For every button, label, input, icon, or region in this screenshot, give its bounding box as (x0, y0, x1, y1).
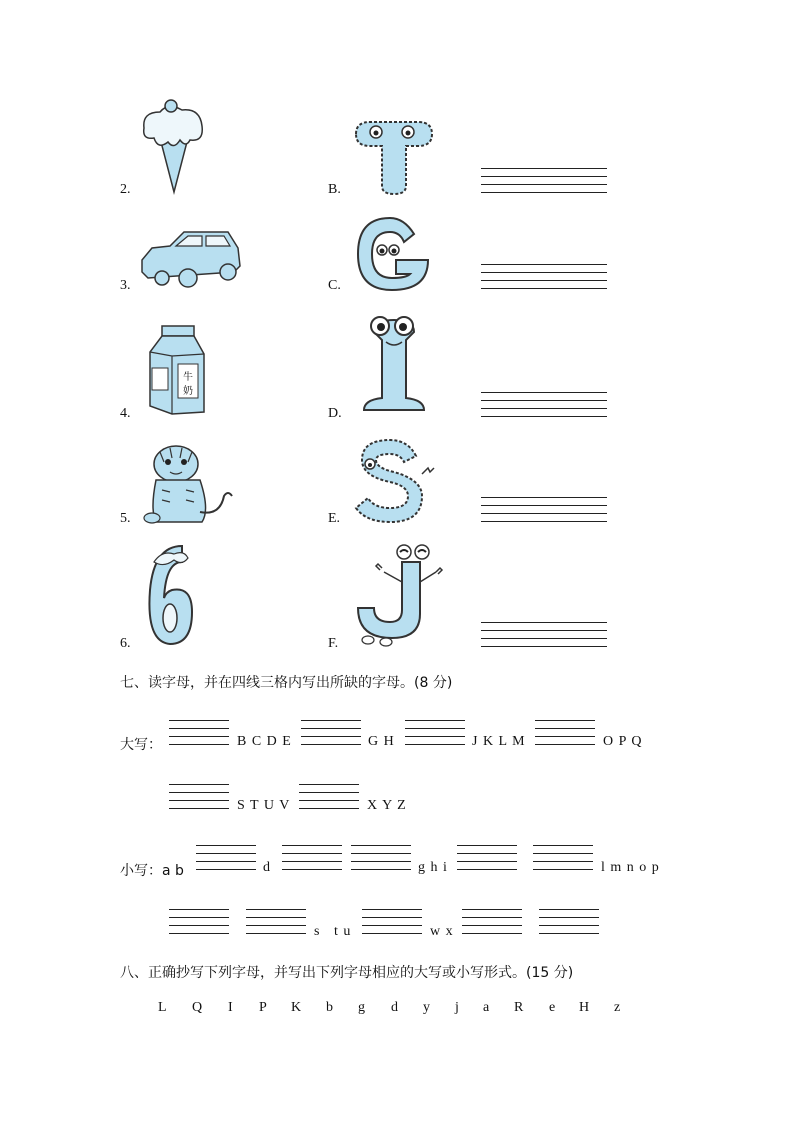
blank-lines[interactable] (405, 720, 465, 746)
letter: a (483, 1000, 490, 1015)
option-letter: C. (328, 278, 341, 293)
uppercase-sequence: O P Q (603, 734, 643, 749)
number-six-picture (144, 540, 196, 650)
uppercase-sequence: X Y Z (367, 798, 407, 813)
option-letter: F. (328, 636, 339, 651)
milk-label-2: 奶 (183, 386, 193, 397)
uppercase-sequence: J K L M (472, 734, 526, 749)
writing-lines[interactable] (481, 264, 607, 290)
lowercase-sequence: g h i (418, 860, 448, 875)
ice-cream-picture (138, 98, 210, 196)
section-7-title: 七、读字母，并在四线三格内写出所缺的字母。(8 分) (120, 675, 453, 691)
blank-lines[interactable] (282, 845, 342, 871)
letter-i-picture (354, 312, 434, 418)
writing-lines[interactable] (481, 497, 607, 523)
blank-lines[interactable] (539, 909, 599, 935)
writing-lines[interactable] (481, 168, 607, 194)
item-number: 3. (120, 278, 131, 293)
blank-lines[interactable] (169, 909, 229, 935)
blank-lines[interactable] (169, 784, 229, 810)
tiger-picture (140, 440, 236, 526)
item-number: 2. (120, 182, 131, 197)
lowercase-sequence: s t u (314, 924, 352, 939)
letter: d (391, 1000, 398, 1015)
uppercase-sequence: S T U V (237, 798, 291, 813)
letter: e (549, 1000, 556, 1015)
blank-lines[interactable] (533, 845, 593, 871)
option-letter: E. (328, 511, 341, 526)
letter: R (514, 1000, 524, 1015)
lowercase-sequence: d (263, 860, 271, 875)
letter-t-picture (352, 118, 436, 196)
option-letter: D. (328, 406, 342, 421)
letter: z (614, 1000, 621, 1015)
blank-lines[interactable] (169, 720, 229, 746)
lowercase-label: 小写：a b (120, 863, 184, 879)
blank-lines[interactable] (301, 720, 361, 746)
letter: L (158, 1000, 167, 1015)
uppercase-label: 大写： (120, 737, 162, 753)
letter: K (291, 1000, 302, 1015)
writing-lines[interactable] (481, 622, 607, 648)
item-number: 6. (120, 636, 131, 651)
letter: j (455, 1000, 459, 1015)
writing-lines[interactable] (481, 392, 607, 418)
blank-lines[interactable] (535, 720, 595, 746)
lowercase-sequence: l m n o p (601, 860, 660, 875)
blank-lines[interactable] (196, 845, 256, 871)
milk-label-1: 牛 (183, 372, 193, 383)
blank-lines[interactable] (362, 909, 422, 935)
letter: H (579, 1000, 590, 1015)
blank-lines[interactable] (351, 845, 411, 871)
letter-j-picture (350, 542, 446, 648)
letter: I (228, 1000, 233, 1015)
blank-lines[interactable] (457, 845, 517, 871)
letter-g-picture (352, 212, 436, 294)
blank-lines[interactable] (246, 909, 306, 935)
letter: Q (192, 1000, 203, 1015)
letter: P (259, 1000, 267, 1015)
uppercase-sequence: B C D E (237, 734, 292, 749)
uppercase-sequence: G H (368, 734, 395, 749)
blank-lines[interactable] (299, 784, 359, 810)
option-letter: B. (328, 182, 341, 197)
car-picture (138, 226, 244, 290)
blank-lines[interactable] (462, 909, 522, 935)
letter: g (358, 1000, 365, 1015)
item-number: 4. (120, 406, 131, 421)
letter: b (326, 1000, 333, 1015)
milk-carton-picture (146, 322, 208, 418)
lowercase-sequence: w x (430, 924, 454, 939)
item-number: 5. (120, 511, 131, 526)
letter: y (423, 1000, 430, 1015)
letter-s-picture (350, 434, 436, 526)
section-8-title: 八、正确抄写下列字母，并写出下列字母相应的大写或小写形式。(15 分) (120, 965, 574, 981)
